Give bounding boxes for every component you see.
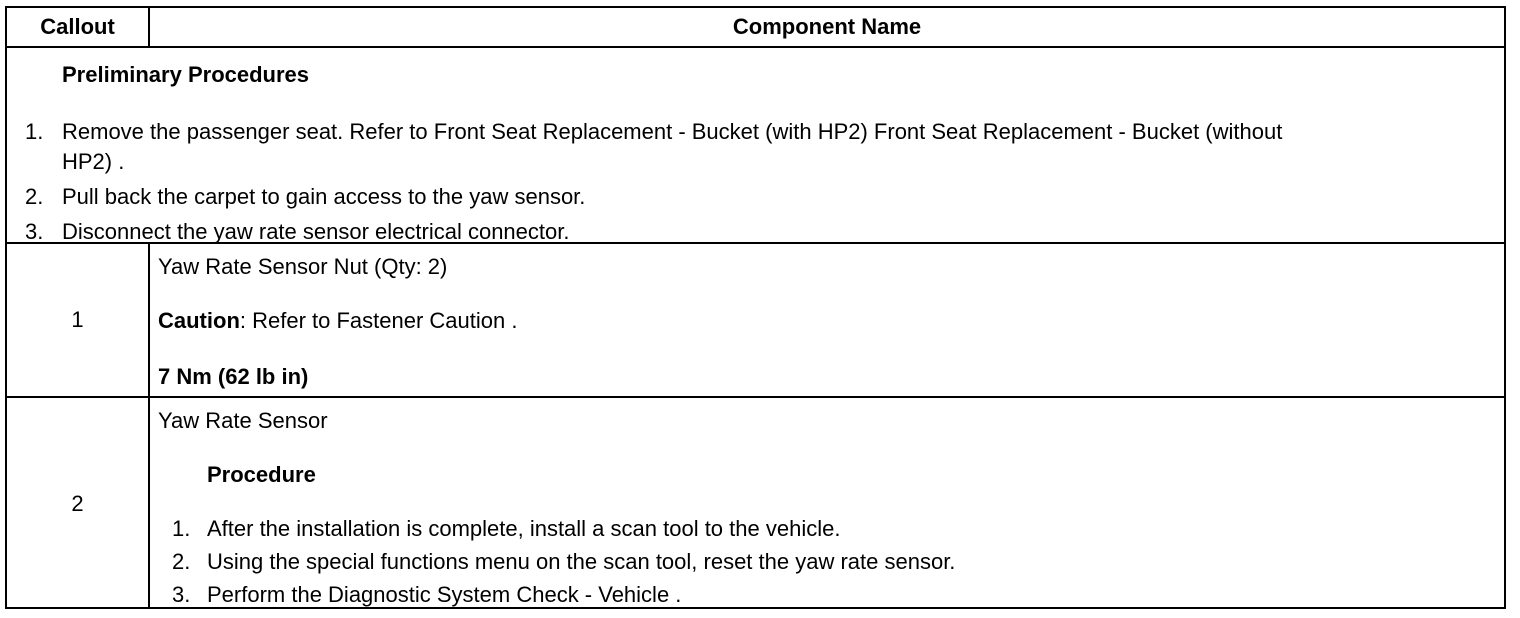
step-text-line: HP2) . bbox=[62, 149, 125, 174]
callout-number: 2 bbox=[7, 398, 150, 609]
component-name: Yaw Rate Sensor Nut (Qty: 2) bbox=[158, 254, 448, 279]
table-row bbox=[7, 398, 1504, 609]
component-table bbox=[5, 6, 1506, 609]
step-text-line: Remove the passenger seat. Refer to Front Seat Replacement - Bucket (with HP2) Front Seat Replacement - Bucket (without bbox=[62, 119, 1283, 144]
step-text: Perform the Diagnostic System Check - Vehicle . bbox=[207, 582, 682, 607]
callout-number: 1 bbox=[7, 244, 150, 396]
list-item bbox=[7, 117, 1487, 177]
step-number: 2. bbox=[172, 549, 191, 574]
table-header-row bbox=[7, 8, 1504, 48]
step-text bbox=[62, 117, 1487, 177]
caution-text: : Refer to Fastener Caution . bbox=[239, 308, 518, 333]
preliminary-procedures-section bbox=[7, 48, 1504, 244]
list-item bbox=[158, 545, 955, 578]
list-item bbox=[158, 512, 955, 545]
list-item bbox=[7, 182, 1487, 212]
step-text: After the installation is complete, install a scan tool to the vehicle. bbox=[207, 516, 841, 541]
preliminary-procedures-title: Preliminary Procedures bbox=[62, 62, 310, 87]
step-text: Disconnect the yaw rate sensor electrical connector. bbox=[62, 219, 570, 244]
list-item bbox=[7, 217, 1487, 247]
torque-spec: 7 Nm (62 lb in) bbox=[158, 364, 309, 389]
callout-column-header: Callout bbox=[7, 8, 150, 46]
preliminary-steps-list bbox=[7, 116, 1487, 247]
list-item bbox=[158, 578, 955, 611]
step-number: 1. bbox=[25, 119, 44, 144]
procedure-steps-list bbox=[158, 512, 955, 611]
component-cell bbox=[158, 398, 1504, 609]
step-number: 1. bbox=[172, 516, 191, 541]
step-number: 3. bbox=[25, 219, 44, 244]
step-number: 3. bbox=[172, 582, 191, 607]
component-name-column-header: Component Name bbox=[732, 14, 922, 39]
table-row bbox=[7, 244, 1504, 398]
step-text: Pull back the carpet to gain access to the yaw sensor. bbox=[62, 184, 586, 209]
procedure-title: Procedure bbox=[207, 462, 316, 487]
step-text: Using the special functions menu on the scan tool, reset the yaw rate sensor. bbox=[207, 549, 956, 574]
caution-note bbox=[158, 308, 517, 334]
component-cell bbox=[158, 244, 1504, 396]
step-number: 2. bbox=[25, 184, 44, 209]
caution-label: Caution bbox=[158, 308, 240, 333]
component-name: Yaw Rate Sensor bbox=[158, 408, 328, 433]
